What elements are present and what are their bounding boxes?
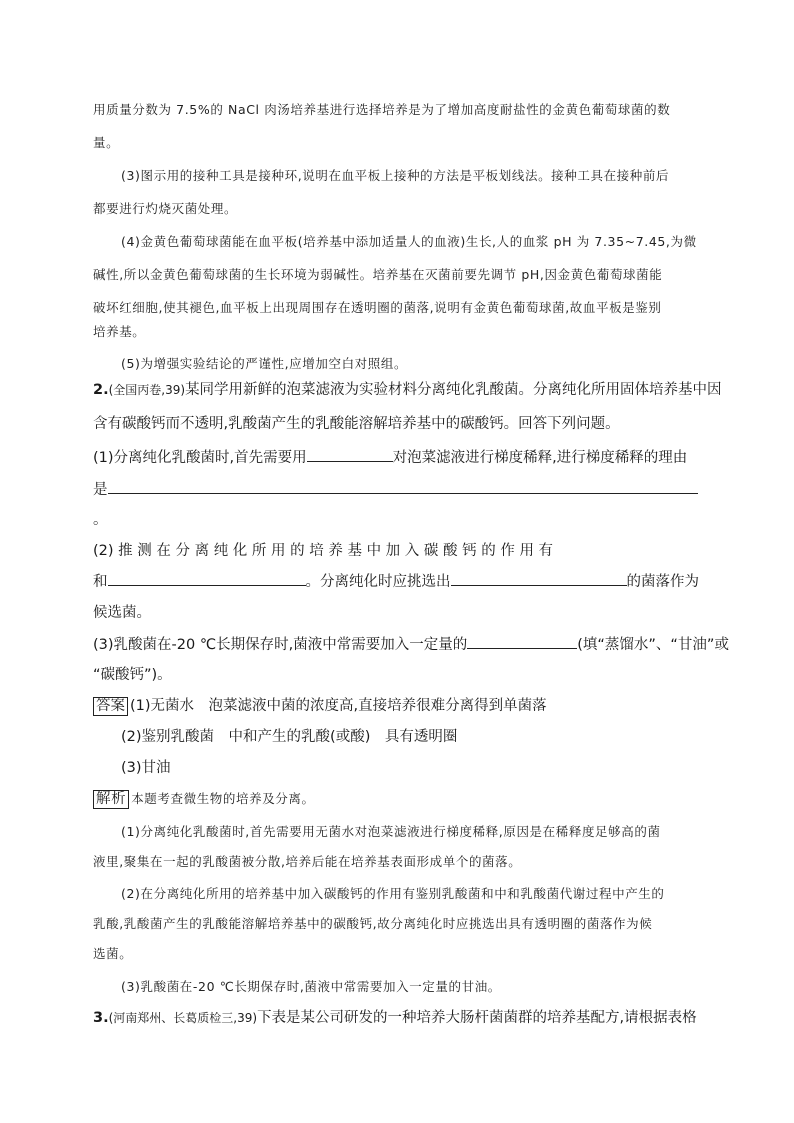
explanation-text: 本题考查微生物的培养及分离。 (131, 791, 315, 806)
answer-blank[interactable] (467, 633, 577, 649)
question-number-dot: . (103, 382, 109, 398)
answer-section (93, 694, 701, 716)
answer-text: (2)鉴别乳酸菌 中和产生的乳酸(或酸) 具有透明圈 (121, 729, 458, 745)
text-line: 碱性,所以金黄色葡萄球菌的生长环境为弱碱性。培养基在灭菌前要先调节 pH,因金黄色葡萄球菌能 (93, 267, 663, 282)
stem-text: 某同学用新鲜的泡菜滤液为实验材料分离纯化乳酸菌。分离纯化所用固体培养基中因 (185, 382, 722, 398)
answer-text: (1)无菌水 泡菜滤液中菌的浓度高,直接培养很难分离得到单菌落 (130, 698, 547, 714)
text-line: (1)分离纯化乳酸菌时,首先需要用无菌水对泡菜滤液进行梯度稀释,原因是在稀释度足够高的菌 (121, 824, 661, 839)
subquestion-text: (3)乳酸菌在-20 ℃长期保存时,菌液中常需要加入一定量的 (93, 637, 468, 653)
answer-blank[interactable] (307, 446, 393, 462)
subquestion-text: 对泡菜滤液进行梯度稀释,进行梯度稀释的理由 (392, 450, 688, 466)
answer-blank[interactable] (108, 478, 698, 494)
text-line: 乳酸,乳酸菌产生的乳酸能溶解培养基中的碳酸钙,故分离纯化时应挑选出具有透明圈的菌落作为候 (93, 916, 653, 931)
text-line: 含有碳酸钙而不透明,乳酸菌产生的乳酸能溶解培养基中的碳酸钙。回答下列问题。 (93, 416, 620, 432)
question-stem (93, 1006, 701, 1027)
subquestion-text: (1)分离纯化乳酸菌时,首先需要用 (93, 450, 307, 466)
text-line: (3)乳酸菌在-20 ℃长期保存时,菌液中常需要加入一定量的甘油。 (121, 979, 501, 994)
text-line: “碳酸钙”)。 (93, 667, 172, 683)
text-line: (2)在分离纯化所用的培养基中加入碳酸钙的作用有鉴别乳酸菌和中和乳酸菌代谢过程中产生的 (121, 886, 665, 901)
text-line: 破坏红细胞,使其褪色,血平板上出现周围存在透明圈的菌落,说明有金黄色葡萄球菌,故血平板是鉴别 (93, 300, 662, 315)
answer-text: (3)甘油 (121, 760, 171, 776)
answer-blank[interactable] (108, 570, 306, 586)
subquestion-text: (填“蒸馏水”、“甘油”或 (577, 637, 729, 653)
text-line: 液里,聚集在一起的乳酸菌被分散,培养后能在培养基表面形成单个的菌落。 (93, 854, 522, 869)
subquestion-1-cont (93, 478, 701, 499)
text-line: 候选菌。 (93, 605, 151, 621)
question-number: 2 (93, 382, 104, 398)
subquestion-3 (93, 633, 729, 654)
explanation-section (93, 789, 701, 809)
subquestion-text: 。分离纯化时应挑选出 (305, 574, 451, 590)
text-line: (3)图示用的接种工具是接种环,说明在血平板上接种的方法是平板划线法。接种工具在接种前后 (121, 168, 670, 183)
subquestion-text: 的菌落作为 (626, 574, 699, 590)
text-line: 。 (93, 512, 108, 528)
text-line: 量。 (93, 135, 120, 150)
text-line: (4)金黄色葡萄球菌能在血平板(培养基中添加适量人的血液)生长,人的血浆 pH 为 7.35~7.45,为微 (121, 234, 697, 249)
subquestion-2-cont (93, 570, 701, 591)
question-source: (河南郑州、长葛质检三,39) (108, 1011, 258, 1025)
answer-blank[interactable] (451, 570, 627, 586)
subquestion-2: (2) 推 测 在 分 离 纯 化 所 用 的 培 养 基 中 加 入 碳 酸 钙 的 作 用 有 (93, 543, 554, 559)
text-line: 都要进行灼烧灭菌处理。 (93, 201, 238, 216)
text-line: 选菌。 (93, 946, 133, 961)
question-number-dot: . (103, 1010, 109, 1026)
subquestion-1 (93, 446, 701, 467)
question-number: 3 (93, 1010, 104, 1026)
question-source: (全国丙卷,39) (108, 383, 186, 397)
text-line: 用质量分数为 7.5%的 NaCl 肉汤培养基进行选择培养是为了增加高度耐盐性的金黄色葡萄球菌的数 (93, 102, 671, 117)
explanation-label: 解析 (93, 790, 129, 809)
subquestion-text: 和 (93, 574, 108, 590)
stem-text: 下表是某公司研发的一种培养大肠杆菌菌群的培养基配方,请根据表格 (257, 1010, 697, 1026)
question-stem (93, 378, 722, 399)
answer-label: 答案 (93, 697, 128, 716)
subquestion-text: 是 (93, 482, 108, 498)
text-line: 培养基。 (93, 324, 146, 339)
text-line: (5)为增强实验结论的严谨性,应增加空白对照组。 (121, 356, 408, 371)
